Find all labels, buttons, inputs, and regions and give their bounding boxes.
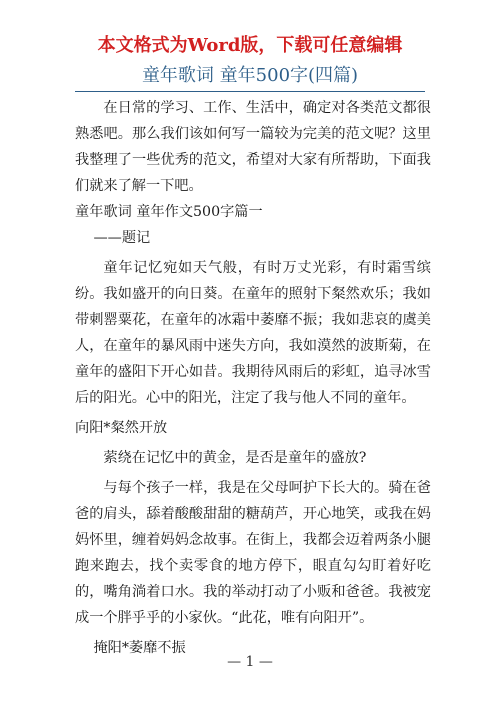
body-paragraph: 萦绕在记忆中的黄金，是否是童年的盛放?	[103, 450, 367, 466]
body-paragraph: 与每个孩子一样，我是在父母呵护下长大的。骑在爸爸的肩头，舔着酸酸甜甜的糖葫芦，开心地笑，或我在妈妈怀里，缠着妈妈念故事。在街上，我都会迈着两条小腿跑来跑去，找个卖零食的地方停下，眼直勾勾盯着好吃的，嘴角淌着口水。我的举动打动了小贩和爸爸。我被宠成一个胖乎乎的小家伙。“此花，唯有向阳开”。	[75, 480, 431, 626]
document-body	[75, 95, 431, 661]
epigraph-label: ——题记	[93, 230, 151, 246]
subsection-heading: 掩阳*萎靡不振	[93, 640, 186, 656]
body-paragraph: 童年记忆宛如天气般，有时万丈光彩，有时霜雪缤纷。我如盛开的向日葵。在童年的照射下粲然欢乐；我如带刺罂粟花，在童年的冰霜中萎靡不振；我如悲哀的虞美人，在童年的暴风雨中迷失方向，我如漠然的波斯菊，在童年的盛阳下开心如昔。我期待风雨后的彩虹，追寻冰雪后的阳光。心中的阳光，注定了我与他人不同的童年。	[75, 260, 431, 406]
title-divider	[75, 91, 425, 92]
section-heading: 童年歌词 童年作文500字篇一	[75, 204, 263, 220]
document-title: 童年歌词 童年500字(四篇)	[141, 65, 359, 86]
page-number: — 1 —	[227, 654, 273, 670]
download-banner: 本文格式为Word版，下载可任意编辑	[97, 35, 403, 56]
subsection-heading: 向阳*粲然开放	[75, 420, 168, 436]
intro-paragraph: 在日常的学习、工作、生活中，确定对各类范文都很熟悉吧。那么我们该如何写一篇较为完美的范文呢？这里我整理了一些优秀的范文，希望对大家有所帮助，下面我们就来了解一下吧。	[75, 100, 431, 194]
